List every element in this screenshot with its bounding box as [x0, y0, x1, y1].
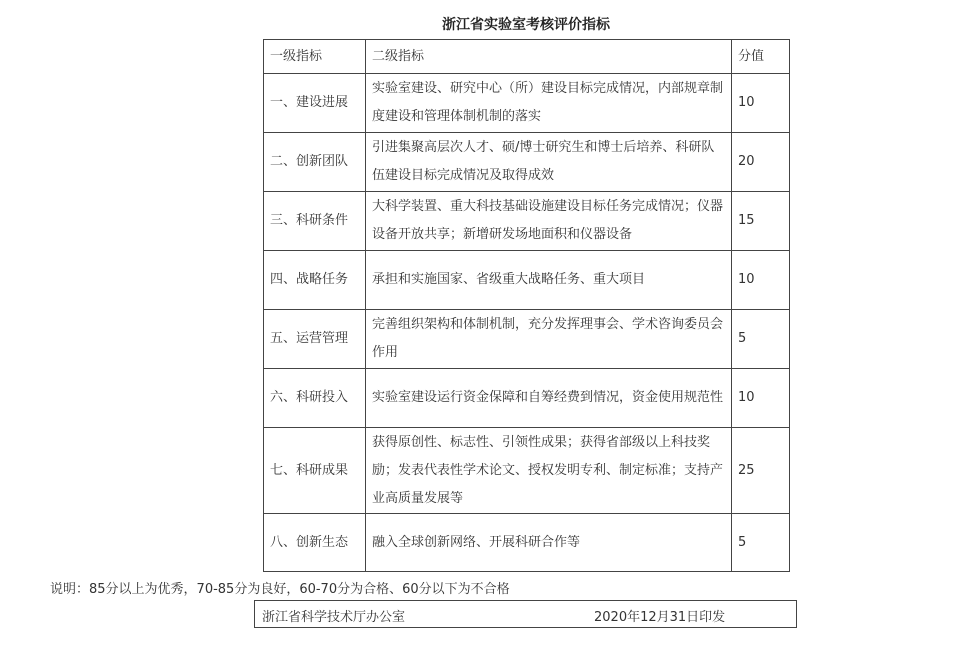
- grading-note: 说明：85分以上为优秀，70-85分为良好，60-70分为合格、60分以下为不合格: [50, 582, 510, 597]
- row-score: 10: [732, 74, 790, 133]
- header-score: 分值: [732, 40, 790, 74]
- row-score: 10: [732, 251, 790, 310]
- table-row: [264, 428, 790, 514]
- table-row: [264, 251, 790, 310]
- row-level1: 五、运营管理: [264, 310, 366, 369]
- header-level2: 二级指标: [366, 40, 732, 74]
- row-level1: 二、创新团队: [264, 133, 366, 192]
- document-title: 浙江省实验室考核评价指标: [442, 17, 610, 33]
- row-level2: 大科学装置、重大科技基础设施建设目标任务完成情况；仪器设备开放共享；新增研发场地面积和仪器设备: [366, 192, 732, 251]
- row-level1: 四、战略任务: [264, 251, 366, 310]
- row-level2: 承担和实施国家、省级重大战略任务、重大项目: [366, 251, 732, 310]
- header-level1: 一级指标: [264, 40, 366, 74]
- row-level1: 八、创新生态: [264, 514, 366, 572]
- row-level2: 完善组织架构和体制机制，充分发挥理事会、学术咨询委员会作用: [366, 310, 732, 369]
- table-row: [264, 514, 790, 572]
- issue-date: 2020年12月31日印发: [594, 610, 726, 625]
- table-row: [264, 310, 790, 369]
- row-level2: 实验室建设运行资金保障和自筹经费到情况，资金使用规范性: [366, 369, 732, 428]
- row-score: 20: [732, 133, 790, 192]
- row-score: 10: [732, 369, 790, 428]
- row-level1: 三、科研条件: [264, 192, 366, 251]
- row-score: 5: [732, 514, 790, 572]
- row-level2: 引进集聚高层次人才、硕/博士研究生和博士后培养、科研队伍建设目标完成情况及取得成效: [366, 133, 732, 192]
- table-row: [264, 74, 790, 133]
- row-level1: 七、科研成果: [264, 428, 366, 514]
- row-level2: 融入全球创新网络、开展科研合作等: [366, 514, 732, 572]
- table-row: [264, 192, 790, 251]
- table-row: [264, 369, 790, 428]
- issuance-footer: [254, 600, 797, 628]
- row-score: 25: [732, 428, 790, 514]
- row-level1: 六、科研投入: [264, 369, 366, 428]
- row-score: 5: [732, 310, 790, 369]
- issuing-office: 浙江省科学技术厅办公室: [262, 610, 406, 625]
- table-row: [264, 133, 790, 192]
- evaluation-table: [263, 39, 790, 572]
- row-score: 15: [732, 192, 790, 251]
- row-level2: 获得原创性、标志性、引领性成果；获得省部级以上科技奖励；发表代表性学术论文、授权发明专利、制定标准；支持产业高质量发展等: [366, 428, 732, 514]
- row-level1: 一、建设进展: [264, 74, 366, 133]
- table-header-row: [264, 40, 790, 74]
- row-level2: 实验室建设、研究中心（所）建设目标完成情况，内部规章制度建设和管理体制机制的落实: [366, 74, 732, 133]
